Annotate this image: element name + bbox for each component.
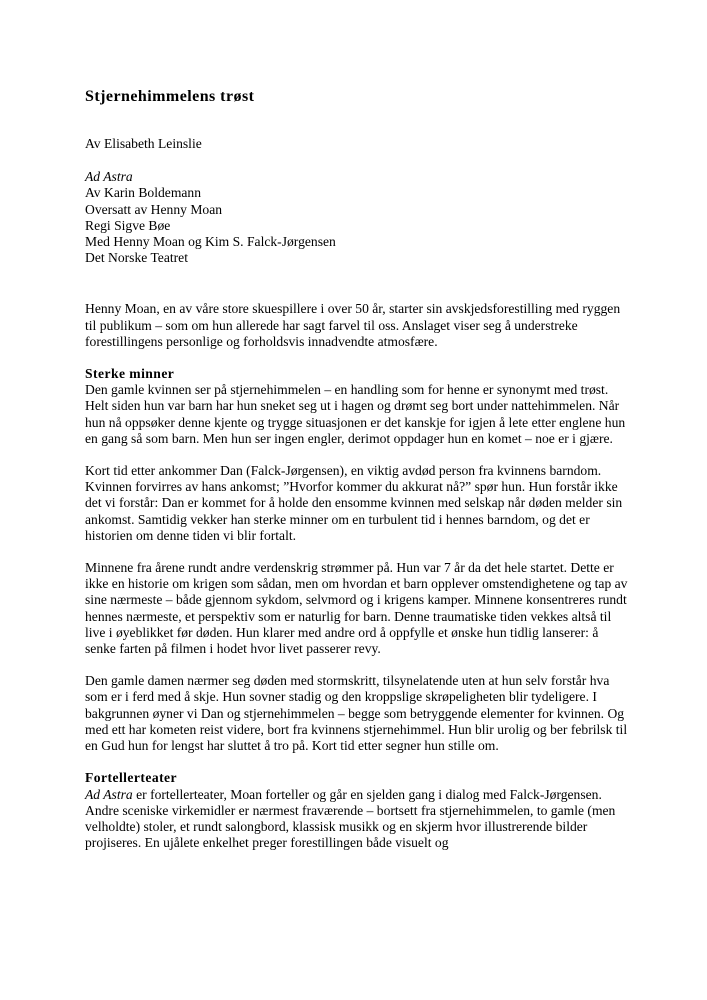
section-heading-sterke-minner: Sterke minner — [85, 366, 175, 382]
credit-line-translator: Oversatt av Henny Moan — [85, 201, 223, 217]
work-title-inline: Ad Astra — [85, 786, 133, 802]
body-paragraph: Den gamle damen nærmer seg døden med stormskritt, tilsynelatende uten at hun selv forstår hva som er i ferd med å skje. Hun sovner stadig og den kroppslige skrøpeligheten blir tydeligere. I bakgrunnen øyner vi Dan og stjernehimmelen – begge som betryggende elementer for kvinnen. Og med ett har kometen reist videre, bort fra kvinnens stjernehimmel. Hun blir urolig og ber febrilsk til en Gud hun for lengst har sluttet å tro på. Kort tid etter segner hun stille om. — [85, 673, 628, 754]
section-fortellerteater — [85, 770, 629, 851]
paragraph-text: er fortellerteater, Moan forteller og går en sjelden gang i dialog med Falck-Jørgensen. Andre sceniske virkemidler er nærmest fraværende – bortsett fra stjernehimmelen, to gamle (men velholdte) stoler, et rundt salongbord, klassisk musikk og en skjerm hvor illustrerende bilder projiseres. En ujålete enkelhet preger forestillingen både visuelt og — [85, 786, 616, 851]
credit-line-theatre: Det Norske Teatret — [85, 250, 188, 266]
work-title: Ad Astra — [85, 169, 133, 185]
body-paragraph — [85, 787, 629, 852]
intro-paragraph: Henny Moan, en av våre store skuespillere i over 50 år, starter sin avskjedsforestilling med ryggen til publikum – som om hun allerede har sagt farvel til oss. Anslaget viser seg å understreke forestillingens personlige og forholdsvis innadvendte atmosfære. — [85, 301, 621, 349]
credits-block — [85, 169, 629, 266]
document-title: Stjernehimmelens trøst — [85, 88, 255, 105]
credit-line-cast: Med Henny Moan og Kim S. Falck-Jørgensen — [85, 234, 336, 250]
byline: Av Elisabeth Leinslie — [85, 136, 202, 151]
body-paragraph: Minnene fra årene rundt andre verdenskrig strømmer på. Hun var 7 år da det hele startet. Dette er ikke en historie om krigen som sådan, men om hvordan et barn opplever omstendighetene og tap av sine nærmeste – både gjennom sykdom, selvmord og i krigens kamper. Minnene konsentreres rundt hennes nærmeste, et perspektiv som er naturlig for barn. Denne traumatiske tiden vekkes altså til live i øyeblikket før døden. Hun klarer med andre ord å oppfylle et ønske hun tidlig lanserer: å senke farten på filmen i hodet hvor livet passerer revy. — [85, 560, 628, 657]
credit-line-director: Regi Sigve Bøe — [85, 217, 171, 233]
section-heading-fortellerteater: Fortellerteater — [85, 770, 178, 786]
credit-line-author: Av Karin Boldemann — [85, 185, 202, 201]
body-paragraph: Den gamle kvinnen ser på stjernehimmelen – en handling som for henne er synonymt med trøst. Helt siden hun var barn har hun sneket seg ut i hagen og drømt seg bort under nattehimmelen. Når hun nå oppsøker denne kjente og trygge situasjonen er det kanskje for igjen å lete etter englene hun en gang så som barn. Men hun ser ingen engler, derimot oppdager hun en komet – noe er i gjære. — [85, 382, 626, 446]
body-paragraph: Kort tid etter ankommer Dan (Falck-Jørgensen), en viktig avdød person fra kvinnens barndom. Kvinnen forvirres av hans ankomst; ”Hvorfor kommer du akkurat nå?” spør hun. Hun forstår ikke det vi forstår: Dan er kommet for å holde den ensomme kvinnen med selskap når døden melder sin ankomst. Samtidig vekker han sterke minner om en turbulent tid i hennes barndom, og det er historien om denne tiden vi blir fortalt. — [85, 463, 623, 543]
section-sterke-minner — [85, 366, 629, 754]
